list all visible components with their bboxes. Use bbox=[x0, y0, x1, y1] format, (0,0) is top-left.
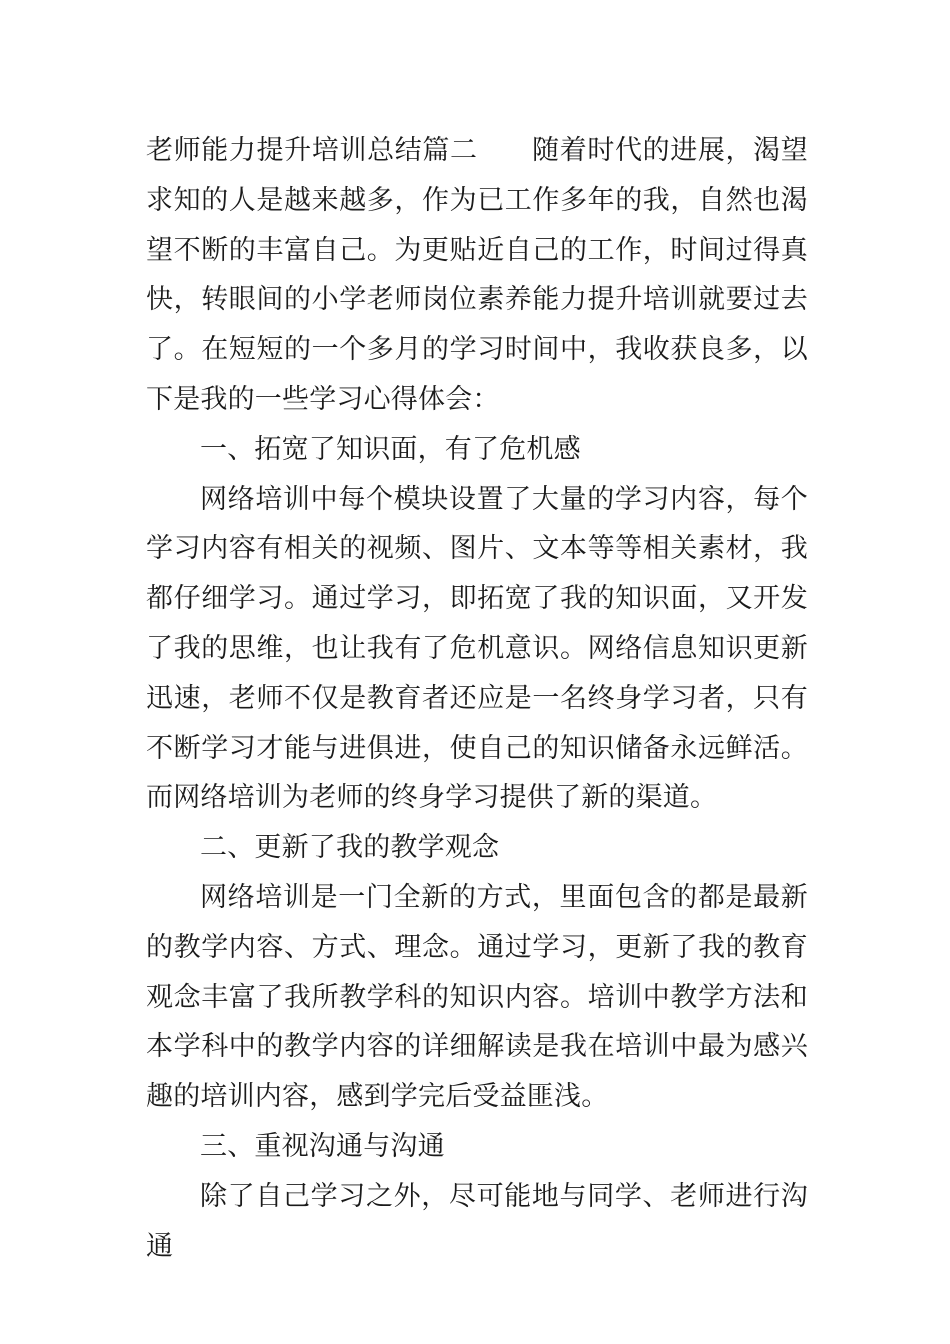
section-paragraph-1: 网络培训中每个模块设置了大量的学习内容，每个学习内容有相关的视频、图片、文本等等相关素材，我都仔细学习。通过学习，即拓宽了我的知识面，又开发了我的思维，也让我有了危机意识。网络信息知识更新迅速，老师不仅是教育者还应是一名终身学习者，只有不断学习才能与进俱进，使自己的知识储备永远鲜活。而网络培训为老师的终身学习提供了新的渠道。 bbox=[146, 483, 808, 814]
section-heading-2: 二、更新了我的教学观念 bbox=[200, 832, 500, 864]
intro-text: 随着时代的进展，渴望求知的人是越来越多，作为已工作多年的我，自然也渴望不断的丰富自己。为更贴近自己的工作，时间过得真快，转眼间的小学老师岗位素养能力提升培训就要过去了。在短短的一个多月的学习时间中，我收获良多，以下是我的一些学习心得体会： bbox=[146, 135, 809, 415]
section-paragraph-3: 除了自己学习之外，尽可能地与同学、老师进行沟通 bbox=[146, 1180, 808, 1262]
document-body bbox=[146, 126, 808, 1271]
section-heading-1: 一、拓宽了知识面，有了危机感 bbox=[200, 433, 581, 465]
intro-paragraph bbox=[146, 126, 808, 425]
section-paragraph-2: 网络培训是一门全新的方式，里面包含的都是最新的教学内容、方式、理念。通过学习，更新了我的教育观念丰富了我所教学科的知识内容。培训中教学方法和本学科中的教学内容的详细解读是我在培训中最为感兴趣的培训内容，感到学完后受益匪浅。 bbox=[146, 881, 808, 1113]
document-title: 老师能力提升培训总结篇二 bbox=[146, 135, 478, 166]
section-heading-3: 三、重视沟通与沟通 bbox=[200, 1130, 445, 1162]
